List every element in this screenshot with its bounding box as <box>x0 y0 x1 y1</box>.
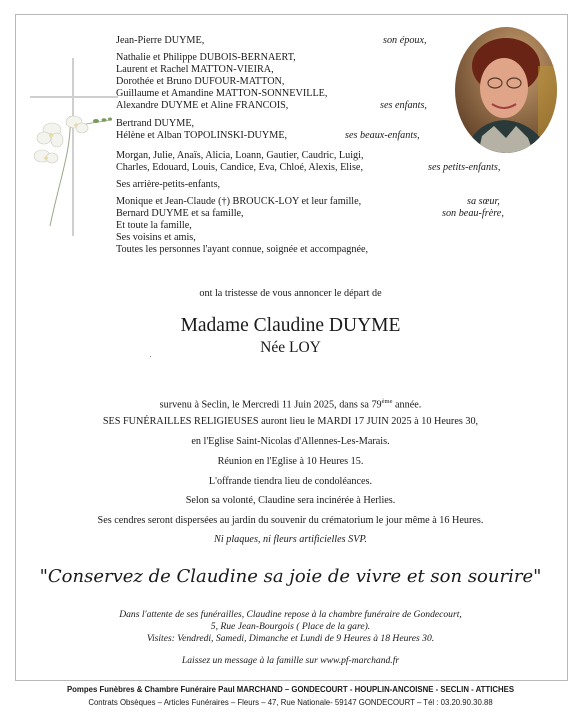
child-3: Dorothée et Bruno DUFOUR-MATTON, <box>116 76 285 87</box>
footer-company-name: Pompes Funèbres & Chambre Funéraire Paul MARCHAND <box>66 685 283 694</box>
footer-locations: – GONDECOURT - HOUPLIN-ANCOISNE - SECLIN - ATTICHES <box>282 685 515 694</box>
memorial-quote: "Conservez de Claudine sa joie de vivre et son sourire" <box>39 566 542 587</box>
death-info-end: année. <box>392 399 422 411</box>
children-role: ses enfants, <box>380 100 427 111</box>
offering-note: L'offrande tiendra lieu de condoléances. <box>208 476 373 487</box>
grandchildren-role: ses petits-enfants, <box>428 162 501 173</box>
cremation-note: Selon sa volonté, Claudine sera incinérée à Herlies. <box>185 495 396 506</box>
footer-contact: Contrats Obsèques – Articles Funéraires – Fleurs – 47, Rue Nationale- 59147 GONDECOURT – Tél : 03.20.90.30.88 <box>88 698 493 707</box>
grandchildren-line-2: Charles, Edouard, Louis, Candice, Eva, Chloé, Alexis, Elise, <box>116 162 363 173</box>
announce-text: ont la tristesse de vous annoncer le départ de <box>199 288 382 299</box>
brother-in-law-role: son beau-frère, <box>442 208 504 219</box>
footer-company <box>0 685 581 694</box>
gathering-time: Réunion en l'Eglise à 10 Heures 15. <box>217 456 364 467</box>
ashes-note: Ses cendres seront dispersées au jardin du souvenir du crématorium le jour même à 16 Heures. <box>97 515 484 526</box>
orchid-icon <box>30 108 115 228</box>
visiting-hours: Visites: Vendredi, Samedi, Dimanche et Lundi de 9 Heures à 18 Heures 30. <box>146 633 435 644</box>
no-plaques-note: Ni plaques, ni fleurs artificielles SVP. <box>214 534 367 545</box>
sister-name: Monique et Jean-Claude (†) BROUCK-LOY et leur famille, <box>116 196 362 207</box>
death-info <box>15 396 566 411</box>
child-4: Guillaume et Amandine MATTON-SONNEVILLE, <box>116 88 328 99</box>
caregivers: Toutes les personnes l'ayant connue, soignée et accompagnée, <box>116 244 369 255</box>
funeral-church: en l'Eglise Saint-Nicolas d'Allennes-Les-Marais. <box>191 436 390 447</box>
child-5: Alexandre DUYME et Aline FRANCOIS, <box>116 100 289 111</box>
child-2: Laurent et Rachel MATTON-VIEIRA, <box>116 64 274 75</box>
spouse-role: son époux, <box>383 35 427 46</box>
cross-horizontal <box>30 96 118 98</box>
funeral-date: SES FUNÉRAILLES RELIGIEUSES auront lieu le MARDI 17 JUIN 2025 à 10 Heures 30, <box>102 416 479 427</box>
in-law-2: Hélène et Alban TOPOLINSKI-DUYME, <box>116 130 288 141</box>
other-family: Et toute la famille, <box>116 220 192 231</box>
neighbours-friends: Ses voisins et amis, <box>116 232 196 243</box>
grandchildren-line-1: Morgan, Julie, Anaïs, Alicia, Loann, Gautier, Caudric, Luigi, <box>116 150 364 161</box>
brother-in-law-name: Bernard DUYME et sa famille, <box>116 208 244 219</box>
rest-location: Dans l'attente de ses funérailles, Claudine repose à la chambre funéraire de Gondecourt, <box>119 609 462 620</box>
portrait-photo <box>454 26 558 154</box>
rest-address: 5, Rue Jean-Bourgois ( Place de la gare). <box>210 621 371 632</box>
maiden-name: Née LOY <box>260 339 321 356</box>
message-website: Laissez un message à la famille sur www.pf-marchand.fr <box>181 655 400 666</box>
spouse-name: Jean-Pierre DUYME, <box>116 35 205 46</box>
great-grandchildren: Ses arrière-petits-enfants, <box>116 179 221 190</box>
scan-mark <box>150 356 151 357</box>
deceased-name: Madame Claudine DUYME <box>180 315 401 336</box>
death-info-sup: ème <box>381 398 393 405</box>
death-info-main: survenu à Seclin, le Mercredi 11 Juin 2025, dans sa 79 <box>159 399 382 411</box>
in-law-1: Bertrand DUYME, <box>116 118 195 129</box>
child-1: Nathalie et Philippe DUBOIS-BERNAERT, <box>116 52 296 63</box>
sister-role: sa sœur, <box>467 196 500 207</box>
in-laws-role: ses beaux-enfants, <box>345 130 420 141</box>
